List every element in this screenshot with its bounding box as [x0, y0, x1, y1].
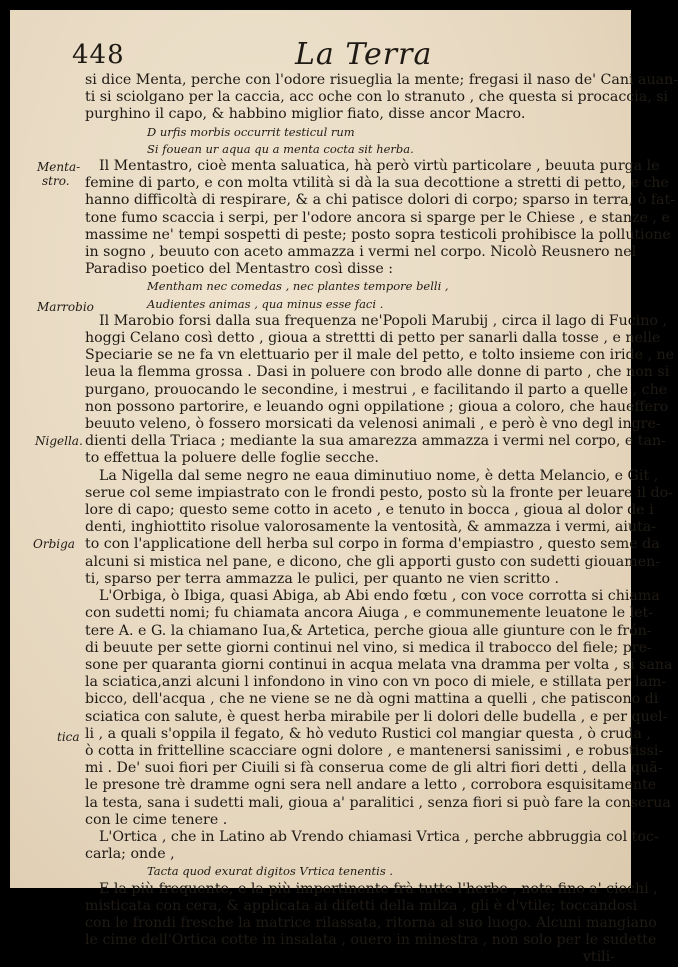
- margin-note-ortica: tica: [57, 730, 80, 744]
- text-line: hoggi Celano così detto , gioua a strettti di petto per sanarli dalla tosse , e nelle: [85, 330, 661, 347]
- text-line: mi . De' suoi fiori per Ciuili si fà conserua come de gli altri fiori detti , della quã-: [85, 760, 663, 777]
- text-line: di beuute per sette giorni continui nel vino, si medica il trabocco del fiele; pre-: [85, 639, 652, 656]
- verse-line: Tacta quod exurat digitos Vrtica tenentis .: [147, 864, 394, 879]
- text-line: sone per quaranta giorni continui in acqua melata vna dramma per volta , si sana: [85, 656, 673, 673]
- text-line: con sudetti nomi; fu chiamata ancora Aiuga , e communemente leuatone le let-: [85, 605, 654, 622]
- text-line: non possono partorire, e leuando ogni oppilatione ; gioua a coloro, che haueffero: [85, 398, 669, 415]
- text-line: le presone trè dramme ogni sera nell andare a letto , corrobora esquisitamente: [85, 777, 657, 794]
- text-line: sciatica con salute, è quest herba mirabile per li dolori delle budella , e per quel-: [85, 708, 668, 725]
- text-line: hanno difficoltà di respirare, & a chi patisce dolori di corpo; sparso in terra, ò fat-: [85, 192, 676, 209]
- text-line: serue col seme impiastrato con le frondi pesto, posto sù la fronte per leuare il do-: [85, 484, 673, 501]
- text-line: Il Marobio forsi dalla sua frequenza ne'Popoli Marubij , circa il lago di Fucino ,: [99, 312, 667, 329]
- text-line: li , a quali s'oppila il fegato, & hò veduto Rustici col mangiar questa , ò cruda ,: [85, 725, 651, 742]
- text-line: Il Mentastro, cioè menta saluatica, hà però virtù particolare , beuuta purga le: [99, 158, 660, 175]
- text-line: Paradiso poetico del Mentastro così disse :: [85, 261, 394, 278]
- text-line: beuuto veleno, ò fossero morsicati da velenosi animali , e però è vno degl ingre-: [85, 416, 661, 433]
- text-line: tone fumo scaccia i serpi, per l'odore ancora si sparge per le Chiese , e stanze , e: [85, 209, 670, 226]
- text-line: carla; onde ,: [85, 846, 175, 863]
- text-line: la sciatica,anzi alcuni l infondono in vino con vn poco di miele, e stillata per lam-: [85, 674, 667, 691]
- text-line: denti, inghiottito risolue valorosamente la ventosità, & ammazza i vermi, aiuta-: [85, 519, 656, 536]
- main-text: [85, 72, 678, 967]
- text-line: massime ne' tempi sospetti di peste; posto sopra testicoli prohibisce la pollutione: [85, 226, 671, 243]
- text-line: tere A. e G. la chiamano Iua,& Artetica, perche gioua alle giunture con le frón-: [85, 622, 652, 639]
- margin-note-mentastro-2: stro.: [42, 174, 70, 188]
- text-line: L'Orbiga, ò Ibiga, quasi Abiga, ab Abi endo fœtu , con voce corrotta si chiama: [99, 588, 660, 605]
- text-line: dienti della Triaca ; mediante la sua amarezza ammazza i vermi nel corpo, e tan-: [85, 433, 666, 450]
- text-line: si dice Menta, perche con l'odore risueglia la mente; fregasi il naso de' Cani auan-: [85, 72, 678, 88]
- text-line: ti, sparso per terra ammazza le pulici, per quanto ne vien scritto .: [85, 570, 560, 587]
- margin-note-orbiga: Orbiga: [33, 537, 75, 551]
- margin-note-marrobio: Marrobio: [37, 300, 94, 314]
- catchword: vtili-: [582, 949, 615, 966]
- text-line: con le frondi fresche la matrice rilassata, ritorna al suo luogo. Alcuni mangiano: [85, 914, 657, 931]
- text-line: E la più frequente, e la più impertinente frà tutte l'herbe , nota fino a' ciechi ,: [99, 880, 658, 897]
- text-line: purghino il capo, & habbino miglior fiato, disse ancor Macro.: [85, 106, 526, 123]
- text-line: in sogno , beuuto con aceto ammazza i vermi nel corpo. Nicolò Reusnero nel: [85, 244, 637, 261]
- running-title: La Terra: [295, 37, 433, 72]
- text-line: misticata con cera, & applicata ai difetti della milza , gli è d'vtile; toccandosi: [85, 897, 638, 914]
- verse-line: Si fouean ur aqua qu a menta cocta sit herba.: [147, 141, 414, 156]
- text-line: to effettua la poluere delle foglie secche.: [85, 450, 379, 467]
- text-line: la testa, sana i sudetti mali, gioua a' paralitici , senza fiori si può fare la conserua: [85, 794, 671, 811]
- text-line: alcuni si mistica nel pane, e dicono, che gli apporti gusto con sudetti giouamen-: [85, 553, 661, 570]
- text-line: L'Ortica , che in Latino ab Vrendo chiamasi Vrtica , perche abbruggia col toc-: [99, 828, 659, 845]
- text-line: La Nigella dal seme negro ne eaua diminutiuo nome, è detta Melancio, e Git ,: [99, 467, 659, 484]
- text-line: Speciarie se ne fa vn elettuario per il male del petto, e tolto insieme con iride , ne: [85, 347, 675, 364]
- text-line: purgano, prouocando le secondine, i mestrui , e facilitando il parto a quelle , che: [85, 381, 668, 398]
- page-number: 448: [72, 40, 125, 70]
- verse-line: D urfis morbis occurrit testicul rum: [147, 124, 355, 139]
- text-line: ò cotta in frittelline scacciare ogni dolore , e mantenersi sanissimi , e robustissi-: [85, 742, 664, 759]
- text-line: le cime dell'Ortica cotte in insalata , ouero in minestra , non solo per le sudette: [85, 932, 657, 949]
- margin-note-nigella: Nigella.: [35, 434, 83, 448]
- book-page: [10, 10, 678, 966]
- text-line: leua la flemma grossa . Dasi in poluere con brodo alle donne di parto , che non si: [85, 364, 670, 381]
- text-line: to con l'applicatione dell herba sul corpo in forma d'empiastro , questo seme da: [85, 536, 660, 553]
- text-line: ti si sciolgano per la caccia, acc oche con lo stranuto , che questa si procaccia, si: [85, 89, 669, 106]
- verse-line: Mentham nec comedas , nec plantes tempore belli ,: [147, 279, 449, 294]
- text-line: con le cime tenere .: [85, 811, 228, 828]
- text-line: bicco, dell'acqua , che ne viene se ne dà ogni mattina a quelli , che patiscono di: [85, 691, 659, 708]
- text-line: lore di capo; questo seme cotto in aceto , e tenuto in bocca , gioua al dolor de i: [85, 502, 654, 519]
- margin-note-mentastro: Menta-: [37, 160, 81, 174]
- verse-line: Audientes animas , qua minus esse faci .: [147, 296, 384, 311]
- text-line: femine di parto, e con molta vtilità si dà la sua decottione a stretti di petto, e che: [85, 175, 669, 192]
